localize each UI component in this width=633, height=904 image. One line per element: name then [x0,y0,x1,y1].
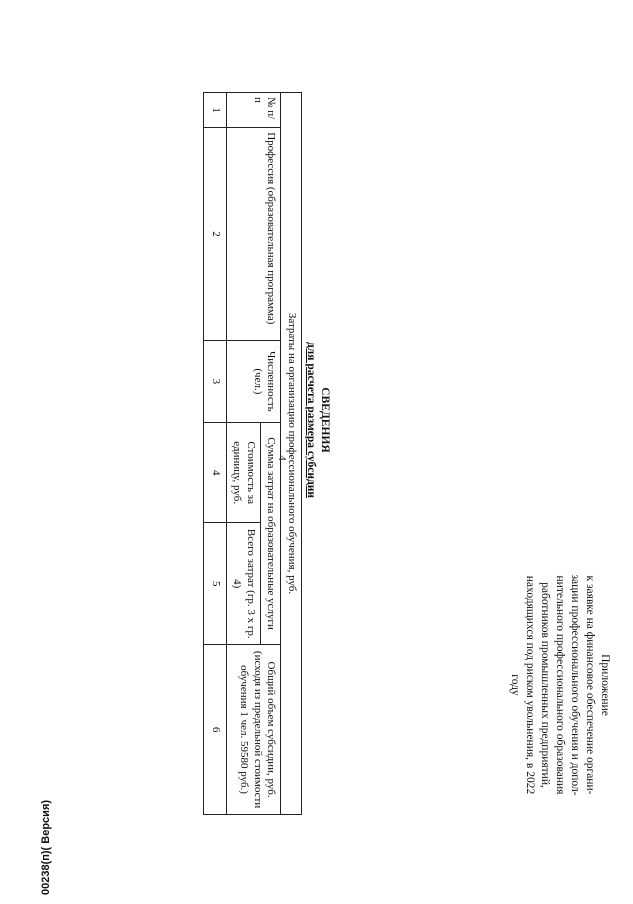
header-profession: Профессия (образовательная программа) [227,128,282,341]
subsidy-table [203,92,302,815]
appendix-line: нительного профессионального образования [554,575,566,795]
appendix-heading: Приложение [599,654,611,716]
table-cell-col1: 1 [204,93,227,128]
header-headcount: Численность (чел.) [227,340,282,422]
footer-code: 00238(п)( Версия) [40,799,52,895]
appendix-line: к заявке на финансовое обеспечение органи- [584,575,596,795]
header-total-cost: Всего затрат (гр. 3 х гр. 4) [227,523,261,645]
title-sub: для расчета размера субсидии [305,341,317,499]
table-cell-col3: 3 [204,340,227,422]
header-unit-cost: Стоимость за единицу, руб. [227,423,261,523]
header-num: № п/п [227,93,282,128]
page-number: 4 [276,455,288,461]
appendix-line: зации профессионального обучения и допол- [569,574,581,796]
title-main: СВЕДЕНИЯ [319,387,331,453]
appendix-line: году [509,674,521,696]
header-subsidy: Общий объем субсидии, руб. (исходя из предельной стоимости обучения 1 чел. 59580 руб.) [227,645,282,815]
header-costs-group: Сумма затрат на образовательные услуги [261,423,282,645]
document-title [304,255,332,585]
table-cell-col5: 5 [204,523,227,645]
table-caption: Затраты на организацию профессионального обучения, руб. [281,93,302,815]
table-cell-col2: 2 [204,128,227,341]
appendix-note [507,535,612,835]
table-cell-col4: 4 [204,423,227,523]
appendix-line: работников промышленных предприятий, [539,582,551,788]
appendix-line: находящихся под риском увольнения, в 2022 [524,575,536,795]
table-cell-col6: 6 [204,645,227,815]
